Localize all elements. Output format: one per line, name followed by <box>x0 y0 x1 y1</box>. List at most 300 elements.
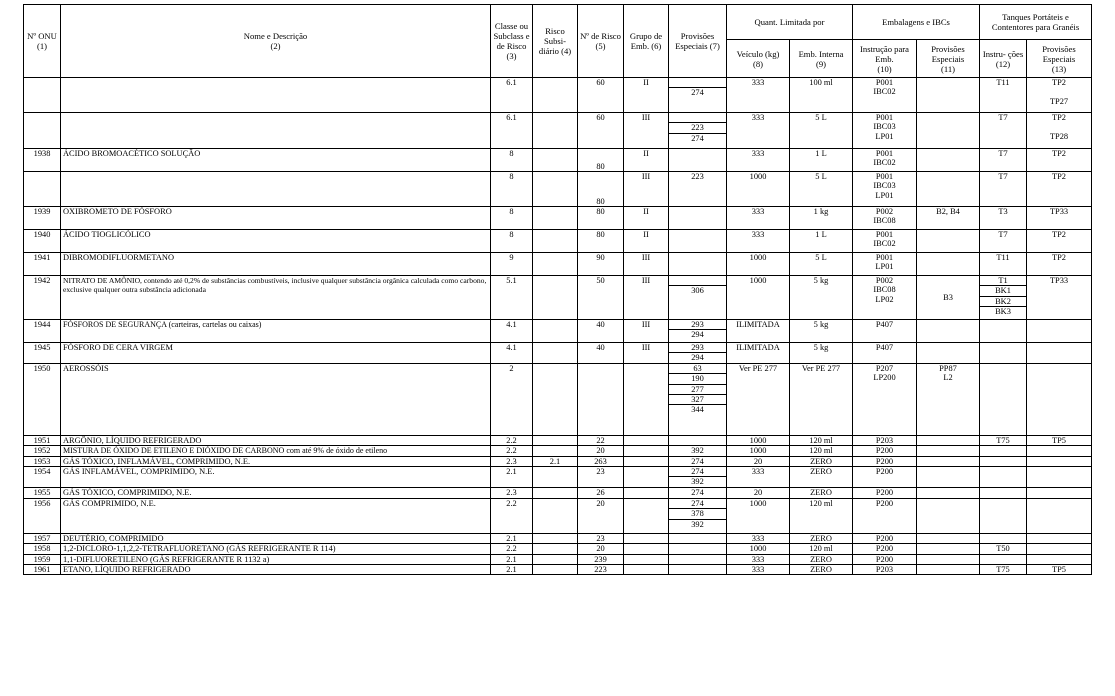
cell-risco-subsidiario <box>533 149 578 172</box>
cell-grupo-emb: III <box>624 276 669 320</box>
cell-prov-esp-11 <box>917 253 980 276</box>
cell-grupo-emb <box>624 498 669 533</box>
cell-instrucoes-12: T7 <box>980 113 1027 149</box>
cell-prov-esp-13-line: TP33 <box>1049 276 1069 285</box>
cell-instrucoes-12 <box>980 343 1027 364</box>
cell-emb-interna: 120 ml <box>790 446 853 456</box>
cell-prov-esp-11 <box>917 456 980 466</box>
cell-prov-esp-11 <box>917 113 980 149</box>
cell-provisoes-line: 277 <box>669 384 726 394</box>
cell-prov-esp-13-line <box>1029 499 1089 508</box>
cell-veiculo: 1000 <box>727 446 790 456</box>
cell-veiculo: 333 <box>727 565 790 575</box>
cell-prov-esp-11 <box>917 467 980 488</box>
cell-provisoes <box>669 487 727 498</box>
cell-provisoes-line <box>671 230 724 239</box>
cell-provisoes <box>669 544 727 554</box>
cell-risco-subsidiario <box>533 113 578 149</box>
cell-risco-subsidiario: 2.1 <box>533 456 578 466</box>
cell-provisoes-line: 274 <box>669 87 726 97</box>
cell-instrucao <box>853 149 917 172</box>
cell-instrucoes-12: T7 <box>980 230 1027 253</box>
table-row <box>24 467 1092 488</box>
cell-classe: 2.1 <box>491 565 533 575</box>
cell-onu: 1945 <box>24 343 61 364</box>
cell-risco-subsidiario <box>533 78 578 113</box>
cell-risco-subsidiario <box>533 172 578 207</box>
cell-risco-subsidiario <box>533 446 578 456</box>
cell-grupo-emb <box>624 435 669 445</box>
cell-instrucao-line: IBC02 <box>873 87 896 97</box>
cell-provisoes <box>669 207 727 230</box>
cell-instrucoes-12: T75 <box>980 435 1027 445</box>
cell-prov-esp-13-line: TP27 <box>1049 96 1069 106</box>
cell-risco-subsidiario <box>533 498 578 533</box>
cell-risco-subsidiario <box>533 554 578 564</box>
cell-instrucao-line: IBC02 <box>873 239 896 249</box>
page-cutoff <box>0 606 1115 696</box>
cell-emb-interna: ZERO <box>790 533 853 543</box>
cell-instrucao-line: LP01 <box>875 190 894 200</box>
cell-veiculo: 333 <box>727 533 790 543</box>
cell-numero-risco: 20 <box>578 544 624 554</box>
cell-prov-esp-13-line: TP5 <box>1052 435 1066 445</box>
cell-emb-interna: 5 L <box>790 253 853 276</box>
cell-instrucoes-12: T7 <box>980 149 1027 172</box>
cell-instrucoes-12-line: BK3 <box>980 306 1026 316</box>
cell-prov-esp-13-line <box>1029 467 1089 476</box>
cell-prov-esp-13 <box>1027 320 1092 343</box>
cell-numero-risco: 80 <box>578 172 624 207</box>
cell-instrucao-line: P002 <box>875 276 894 285</box>
cell-risco-subsidiario <box>533 533 578 543</box>
cell-classe: 4.1 <box>491 320 533 343</box>
cell-prov-esp-13-line: TP5 <box>1052 565 1066 575</box>
cell-prov-esp-11 <box>917 320 980 343</box>
cell-instrucoes-12 <box>980 363 1027 435</box>
cell-provisoes <box>669 113 727 149</box>
cell-onu: 1957 <box>24 533 61 543</box>
cell-prov-esp-13-line <box>1029 122 1089 131</box>
cell-numero-risco: 20 <box>578 498 624 533</box>
cell-instrucao-line: LP200 <box>873 373 896 383</box>
cell-prov-esp-13-line <box>1029 488 1089 497</box>
cell-numero-risco: 80 <box>578 149 624 172</box>
cell-instrucao-line: P200 <box>875 487 894 497</box>
cell-numero-risco: 26 <box>578 487 624 498</box>
cell-risco-subsidiario <box>533 230 578 253</box>
cell-classe: 2.2 <box>491 498 533 533</box>
cell-risco-subsidiario <box>533 320 578 343</box>
header-provisoes: Provisões Especiais (7) <box>669 5 727 78</box>
cell-provisoes-line: 223 <box>669 122 726 132</box>
cell-numero-risco: 40 <box>578 320 624 343</box>
cell-veiculo: Ver PE 277 <box>727 363 790 435</box>
cell-prov-esp-13-line <box>1029 364 1089 373</box>
cell-risco-subsidiario <box>533 343 578 364</box>
cell-provisoes-line: 274 <box>691 498 704 508</box>
cell-provisoes <box>669 172 727 207</box>
cell-prov-esp-13-line <box>1029 87 1089 96</box>
cell-provisoes <box>669 78 727 113</box>
cell-instrucoes-12 <box>980 467 1027 488</box>
cell-provisoes <box>669 320 727 343</box>
cell-grupo-emb <box>624 544 669 554</box>
cell-prov-esp-13 <box>1027 456 1092 466</box>
cell-prov-esp-11 <box>917 487 980 498</box>
cell-nome: GÁS TÓXICO, COMPRIMIDO, N.E. <box>61 487 491 498</box>
cell-risco-subsidiario <box>533 363 578 435</box>
cell-prov-esp-11: B2, B4 <box>917 207 980 230</box>
cell-veiculo: 1000 <box>727 498 790 533</box>
cell-risco-subsidiario <box>533 565 578 575</box>
header-emb-interna: Emb. Interna (9) <box>790 40 853 78</box>
cell-prov-esp-13-line: TP2 <box>1052 230 1066 239</box>
cell-prov-esp-13-line: TP2 <box>1052 149 1066 158</box>
cell-prov-esp-13-line <box>1029 446 1089 455</box>
cell-instrucao-line: P407 <box>875 343 894 352</box>
cell-prov-esp-13 <box>1027 554 1092 564</box>
cell-nome: NITRATO DE AMÔNIO, contendo até 0,2% de substâncias combustíveis, inclusive qualquer substância orgânica calculada como carbono, exclusive qualquer outra substância adicionada <box>61 276 491 320</box>
header-tanques: Tanques Portáteis e Contentores para Granéis <box>980 5 1092 40</box>
cell-instrucao-line: IBC03 <box>873 122 896 132</box>
cell-prov-esp-13-line: TP2 <box>1052 253 1066 262</box>
table-row <box>24 343 1092 364</box>
cell-instrucao-line: P200 <box>875 467 894 477</box>
cell-classe: 2.1 <box>491 533 533 543</box>
cell-instrucoes-12 <box>980 456 1027 466</box>
header-prov-esp-13: Provisões Especiais (13) <box>1027 40 1092 78</box>
cell-provisoes <box>669 363 727 435</box>
cell-instrucao-line: P001 <box>875 113 894 122</box>
cell-instrucao <box>853 467 917 488</box>
cell-instrucao <box>853 363 917 435</box>
cell-prov-esp-11: B3 <box>917 276 980 320</box>
cell-grupo-emb: II <box>624 149 669 172</box>
cell-provisoes-line <box>671 534 724 543</box>
cell-onu: 1953 <box>24 456 61 466</box>
cell-onu <box>24 78 61 113</box>
cell-risco-subsidiario <box>533 207 578 230</box>
cell-grupo-emb: III <box>624 113 669 149</box>
cell-provisoes <box>669 149 727 172</box>
cell-prov-esp-11 <box>917 78 980 113</box>
cell-provisoes-line: 306 <box>669 285 726 295</box>
cell-prov-esp-11: PP87 L2 <box>917 363 980 435</box>
cell-nome: ARGÔNIO, LÍQUIDO REFRIGERADO <box>61 435 491 445</box>
cell-nome: GÁS INFLAMÁVEL, COMPRIMIDO, N.E. <box>61 467 491 488</box>
cell-emb-interna: 120 ml <box>790 435 853 445</box>
cell-emb-interna: 120 ml <box>790 544 853 554</box>
cell-instrucao <box>853 78 917 113</box>
cell-provisoes <box>669 565 727 575</box>
cell-provisoes-line <box>671 544 724 553</box>
cell-prov-esp-13 <box>1027 113 1092 149</box>
cell-provisoes-line: 392 <box>669 476 726 486</box>
cell-onu: 1941 <box>24 253 61 276</box>
cell-prov-esp-13 <box>1027 533 1092 543</box>
cell-instrucao-line: P001 <box>875 230 894 239</box>
cell-instrucao-line: P200 <box>875 446 894 456</box>
table-row <box>24 544 1092 554</box>
cell-instrucao-line: P002 <box>875 207 894 216</box>
cell-instrucao <box>853 207 917 230</box>
cell-instrucoes-12: T11 <box>980 78 1027 113</box>
cell-instrucao <box>853 435 917 445</box>
cell-provisoes-line: 274 <box>669 133 726 143</box>
cell-classe: 2.3 <box>491 456 533 466</box>
cell-instrucoes-12 <box>980 533 1027 543</box>
cell-classe: 4.1 <box>491 343 533 364</box>
cell-emb-interna: ZERO <box>790 565 853 575</box>
cell-onu <box>24 172 61 207</box>
table-row <box>24 498 1092 533</box>
cell-provisoes-line: 190 <box>669 373 726 383</box>
cell-instrucao <box>853 172 917 207</box>
cell-prov-esp-13 <box>1027 544 1092 554</box>
cell-numero-risco: 40 <box>578 343 624 364</box>
cell-emb-interna: ZERO <box>790 467 853 488</box>
cell-prov-esp-13 <box>1027 172 1092 207</box>
cell-numero-risco: 90 <box>578 253 624 276</box>
cell-classe: 6.1 <box>491 113 533 149</box>
cell-numero-risco: 23 <box>578 533 624 543</box>
cell-instrucao-line: P001 <box>875 253 894 262</box>
table-row <box>24 565 1092 575</box>
cell-instrucao <box>853 565 917 575</box>
cell-instrucoes-12 <box>980 498 1027 533</box>
table-row <box>24 446 1092 456</box>
cell-provisoes-line: 344 <box>669 404 726 414</box>
cell-numero-risco: 80 <box>578 230 624 253</box>
cell-veiculo: 1000 <box>727 253 790 276</box>
table-row <box>24 78 1092 113</box>
cell-instrucao <box>853 446 917 456</box>
table-row <box>24 456 1092 466</box>
cell-nome: FÓSFOROS DE SEGURANÇA (carteiras, cartelas ou caixas) <box>61 320 491 343</box>
cell-numero-risco: 60 <box>578 78 624 113</box>
cell-onu: 1938 <box>24 149 61 172</box>
cell-veiculo: 1000 <box>727 172 790 207</box>
cell-classe: 2.3 <box>491 487 533 498</box>
cell-veiculo: ILIMITADA <box>727 343 790 364</box>
cell-prov-esp-13-line: TP2 <box>1052 78 1066 87</box>
cell-onu: 1954 <box>24 467 61 488</box>
cell-provisoes-line <box>671 207 724 216</box>
cell-nome: ETANO, LÍQUIDO REFRIGERADO <box>61 565 491 575</box>
cell-grupo-emb: II <box>624 78 669 113</box>
cell-grupo-emb <box>624 456 669 466</box>
cell-numero-risco <box>578 363 624 435</box>
cell-prov-esp-13-line <box>1029 320 1089 329</box>
cell-prov-esp-13-line: TP33 <box>1049 207 1069 216</box>
cell-nome: FÓSFORO DE CERA VIRGEM <box>61 343 491 364</box>
cell-instrucao-line: P200 <box>875 544 894 554</box>
cell-prov-esp-11 <box>917 565 980 575</box>
cell-instrucao <box>853 498 917 533</box>
cell-onu: 1939 <box>24 207 61 230</box>
cell-onu: 1940 <box>24 230 61 253</box>
header-instrucoes-12: Instru- ções (12) <box>980 40 1027 78</box>
cell-instrucao-line: IBC08 <box>873 216 896 226</box>
cell-provisoes <box>669 435 727 445</box>
cell-nome: 1,2-DICLORO-1,1,2,2-TETRAFLUORETANO (GÁS REFRIGERANTE R 114) <box>61 544 491 554</box>
cell-instrucao <box>853 544 917 554</box>
cell-provisoes <box>669 533 727 543</box>
cell-instrucoes-12 <box>980 320 1027 343</box>
cell-veiculo: 333 <box>727 78 790 113</box>
cell-prov-esp-11 <box>917 343 980 364</box>
cell-numero-risco: 80 <box>578 207 624 230</box>
cell-risco-subsidiario <box>533 544 578 554</box>
cell-prov-esp-13 <box>1027 207 1092 230</box>
cell-instrucao-line: LP01 <box>875 262 894 272</box>
cell-provisoes-line: 223 <box>691 172 704 181</box>
cell-instrucao-line: P207 <box>875 363 894 373</box>
cell-prov-esp-11 <box>917 498 980 533</box>
hazmat-table-document <box>23 4 1092 575</box>
cell-nome: AEROSSÓIS <box>61 363 491 435</box>
cell-numero-risco: 23 <box>578 467 624 488</box>
cell-onu <box>24 113 61 149</box>
cell-provisoes <box>669 276 727 320</box>
table-row <box>24 207 1092 230</box>
cell-instrucao-line: LP02 <box>875 294 894 304</box>
cell-instrucao-line: LP01 <box>875 131 894 141</box>
cell-emb-interna: Ver PE 277 <box>790 363 853 435</box>
cell-nome: ÁCIDO BROMOACÉTICO SOLUÇÃO <box>61 149 491 172</box>
cell-veiculo: 333 <box>727 207 790 230</box>
cell-prov-esp-13 <box>1027 149 1092 172</box>
cell-provisoes <box>669 498 727 533</box>
cell-grupo-emb: III <box>624 172 669 207</box>
header-quant-limitada: Quant. Limitada por <box>727 5 853 40</box>
cell-veiculo: ILIMITADA <box>727 320 790 343</box>
cell-emb-interna: 5 kg <box>790 276 853 320</box>
cell-provisoes-line: 378 <box>669 508 726 518</box>
cell-grupo-emb <box>624 467 669 488</box>
cell-instrucoes-12 <box>980 554 1027 564</box>
header-numero-risco: Nº de Risco (5) <box>578 5 624 78</box>
cell-classe: 2.2 <box>491 446 533 456</box>
cell-nome: 1,1-DIFLUORETILENO (GÁS REFRIGERANTE R 1132 a) <box>61 554 491 564</box>
cell-veiculo: 20 <box>727 456 790 466</box>
cell-numero-risco: 60 <box>578 113 624 149</box>
cell-prov-esp-11 <box>917 172 980 207</box>
cell-risco-subsidiario <box>533 435 578 445</box>
table-row <box>24 276 1092 320</box>
cell-provisoes-line: 392 <box>669 519 726 529</box>
header-grupo-emb: Grupo de Emb. (6) <box>624 5 669 78</box>
cell-prov-esp-13-line <box>1029 534 1089 543</box>
cell-classe: 2 <box>491 363 533 435</box>
cell-instrucao-line: P407 <box>875 320 894 329</box>
cell-classe: 8 <box>491 149 533 172</box>
cell-emb-interna: 5 L <box>790 172 853 207</box>
cell-instrucao-line: P203 <box>875 565 894 575</box>
cell-instrucao-line: P001 <box>875 149 894 158</box>
cell-provisoes <box>669 467 727 488</box>
cell-instrucoes-12: T75 <box>980 565 1027 575</box>
cell-prov-esp-13 <box>1027 487 1092 498</box>
cell-prov-esp-13-line <box>1029 544 1089 553</box>
cell-onu: 1944 <box>24 320 61 343</box>
cell-provisoes-line: 294 <box>669 352 726 362</box>
cell-instrucoes-12-line: BK2 <box>980 296 1026 306</box>
cell-provisoes <box>669 456 727 466</box>
cell-veiculo: 1000 <box>727 276 790 320</box>
cell-classe: 9 <box>491 253 533 276</box>
cell-provisoes <box>669 230 727 253</box>
cell-nome: MISTURA DE ÓXIDO DE ETILENO E DIÓXIDO DE CARBONO com até 9% de óxido de etileno <box>61 446 491 456</box>
cell-nome: ÁCIDO TIOGLICÓLICO <box>61 230 491 253</box>
cell-provisoes-line <box>671 149 724 158</box>
cell-emb-interna: ZERO <box>790 487 853 498</box>
cell-instrucao-line: P200 <box>875 498 894 508</box>
table-row <box>24 149 1092 172</box>
cell-classe: 8 <box>491 207 533 230</box>
cell-provisoes-line <box>671 253 724 262</box>
cell-emb-interna: 100 ml <box>790 78 853 113</box>
cell-numero-risco: 239 <box>578 554 624 564</box>
cell-veiculo: 333 <box>727 230 790 253</box>
cell-instrucao-line: P001 <box>875 78 894 87</box>
table-row <box>24 487 1092 498</box>
cell-numero-risco: 263 <box>578 456 624 466</box>
cell-nome <box>61 172 491 207</box>
table-row <box>24 230 1092 253</box>
cell-prov-esp-13-line: TP28 <box>1049 131 1069 141</box>
cell-prov-esp-13 <box>1027 435 1092 445</box>
cell-numero-risco: 50 <box>578 276 624 320</box>
cell-instrucao-line: P001 <box>875 172 894 181</box>
cell-prov-esp-13 <box>1027 253 1092 276</box>
cell-emb-interna: 1 L <box>790 149 853 172</box>
cell-provisoes-line: 294 <box>669 329 726 339</box>
cell-instrucoes-12-line: T1 <box>998 276 1008 285</box>
header-onu: Nº ONU (1) <box>24 5 61 78</box>
table-row <box>24 363 1092 435</box>
cell-instrucao <box>853 343 917 364</box>
cell-instrucao-line: P203 <box>875 435 894 445</box>
header-nome: Nome e Descrição (2) <box>61 5 491 78</box>
table-row <box>24 113 1092 149</box>
cell-instrucao-line: P200 <box>875 533 894 543</box>
cell-provisoes-line: 293 <box>691 343 704 352</box>
cell-instrucoes-12: T7 <box>980 172 1027 207</box>
dangerous-goods-table <box>23 4 1092 575</box>
cell-prov-esp-13 <box>1027 498 1092 533</box>
cell-onu: 1942 <box>24 276 61 320</box>
cell-onu: 1950 <box>24 363 61 435</box>
cell-instrucao <box>853 320 917 343</box>
cell-instrucoes-12-line: BK1 <box>980 285 1026 295</box>
cell-provisoes-line: 293 <box>691 320 704 329</box>
cell-prov-esp-13 <box>1027 78 1092 113</box>
cell-provisoes-line <box>671 436 724 445</box>
cell-onu: 1952 <box>24 446 61 456</box>
cell-numero-risco: 223 <box>578 565 624 575</box>
cell-grupo-emb <box>624 565 669 575</box>
cell-instrucao-line: IBC02 <box>873 158 896 168</box>
cell-instrucoes-12 <box>980 446 1027 456</box>
cell-grupo-emb: III <box>624 343 669 364</box>
cell-prov-esp-13-line: TP2 <box>1052 172 1066 181</box>
cell-nome <box>61 78 491 113</box>
cell-veiculo: 333 <box>727 149 790 172</box>
cell-instrucao <box>853 456 917 466</box>
cell-provisoes-line: 392 <box>691 446 704 456</box>
